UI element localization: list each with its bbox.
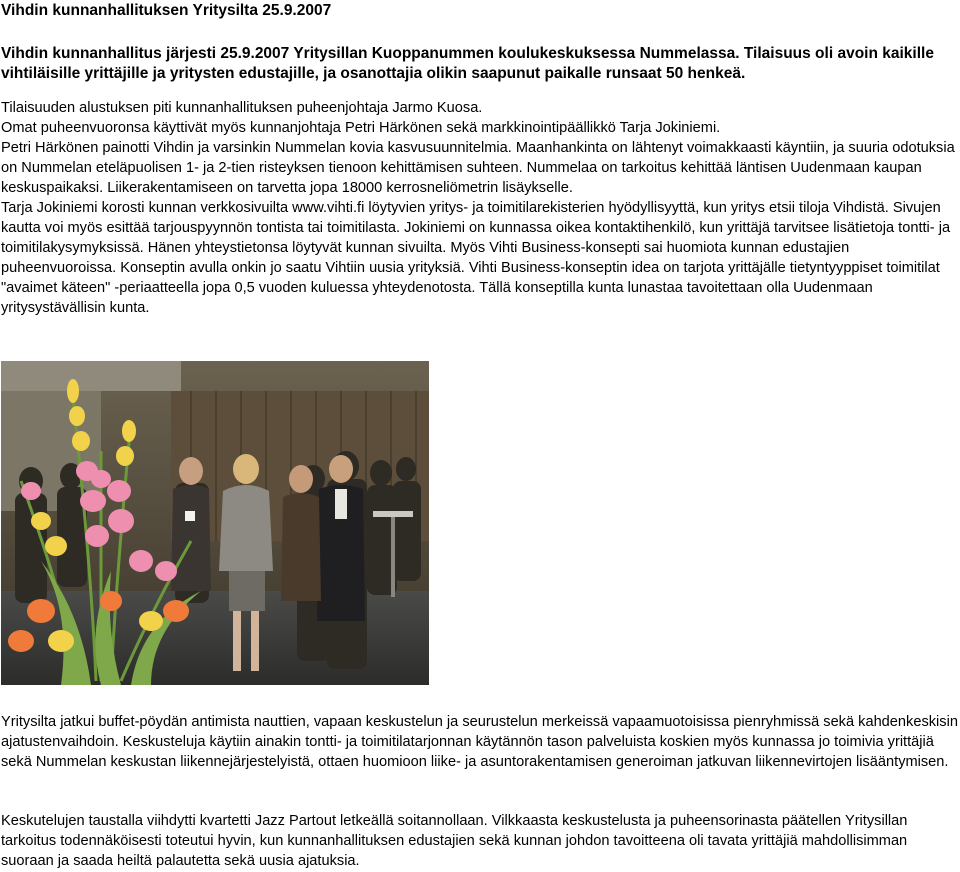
body-paragraph: Omat puheenvuoronsa käyttivät myös kunnanjohtaja Petri Härkönen sekä markkinointipäällikkö Tarja Jokiniemi. bbox=[1, 120, 721, 136]
body-paragraph: Petri Härkönen painotti Vihdin ja varsinkin Nummelan kovia kasvusuunnitelmia. Maanhankinta on lähtenyt voimakkaasti käyntiin, ja suuria odotuksia on Nummelan eteläpuolisen 1- ja 2-tien risteyksen tienoon kehittämisen suhteen. Nummelaa on tarkoitus kehittää läntisen Uudenmaan kaupan keskuspaikaksi. Liikerakentamiseen on tarvetta jopa 18000 kerrosneliömetrin lisäykselle. bbox=[1, 140, 955, 196]
article-lead: Vihdin kunnanhallitus järjesti 25.9.2007 Yritysillan Kuoppanummen koulukeskuksessa Nummelassa. Tilaisuus oli avoin kaikille vihtiläisille yrittäjille ja yritysten edustajille, ja osanottajia olikin saapunut paikalle runsaat 50 henkeä. bbox=[1, 45, 934, 82]
after-photo-paragraph: Yritysilta jatkui buffet-pöydän antimista nauttien, vapaan keskustelun ja seurustelun merkeissä vapaamuotoisissa pienryhmissä sekä kahdenkeskisin ajatustenvaihdoin. Keskusteluja käytiin ainakin tontti- ja toimitilatarjonnan käytännön tason palveluista koskien myös kunnassa jo toimivia yrittäjiä sekä Nummelan keskustan liikennejärjestelyistä, ottaen huomioon liike- ja asuntorakentamisen generoiman jatkuvan liikennevirtojen lisääntymisen. bbox=[1, 714, 958, 770]
closing-paragraph: Keskutelujen taustalla viihdytti kvartetti Jazz Partout letkeällä soitannollaan. Vilkkaasta keskustelusta ja puheensorinasta päätellen Yritysillan tarkoitus todennäköisesti toteutui hyvin, kun kunnanhallituksen edustajien sekä kunnan johdon tavoitteena oli tavata yrittäjiä mahdollisimman suoraan ja saada heiltä palautetta sekä uusia ajatuksia. bbox=[1, 813, 908, 869]
article-intro: Tilaisuuden alustuksen piti kunnanhallituksen puheenjohtaja Jarmo Kuosa. bbox=[1, 100, 483, 116]
event-photo bbox=[1, 361, 429, 685]
body-paragraph: Tarja Jokiniemi korosti kunnan verkkosivuilta www.vihti.fi löytyvien yritys- ja toimitilarekisterien hyödyllisyyttä, kun yritys etsii tiloja Vihdistä. Sivujen kautta voi myös esittää tarjouspyynnön tontista tai toimitilasta. Jokiniemi on kunnassa oikea kontaktihenkilö, kun yrittäjä tarvitsee lisätietoja tontti- ja toimitilakysymyksissä. Hänen yhteystietonsa löytyvät kunnan sivuilta. Myös Vihti Business-konsepti sai huomiota kunnan edustajien puheenvuoroissa. Konseptin avulla onkin jo saatu Vihtiin uusia yrityksiä. Vihti Business-konseptin idea on tarjota yrittäjälle tietyntyyppiset toimitilat "avaimet käteen" -periaatteella jopa 0,5 vuoden kuluessa yhteydenotosta. Tällä konseptilla kunta lunastaa tavoitettaan olla Uudenmaan yritysystävällisin kunta. bbox=[1, 200, 951, 316]
article-title: Vihdin kunnanhallituksen Yritysilta 25.9.2007 bbox=[1, 2, 332, 19]
article-body bbox=[1, 98, 959, 318]
